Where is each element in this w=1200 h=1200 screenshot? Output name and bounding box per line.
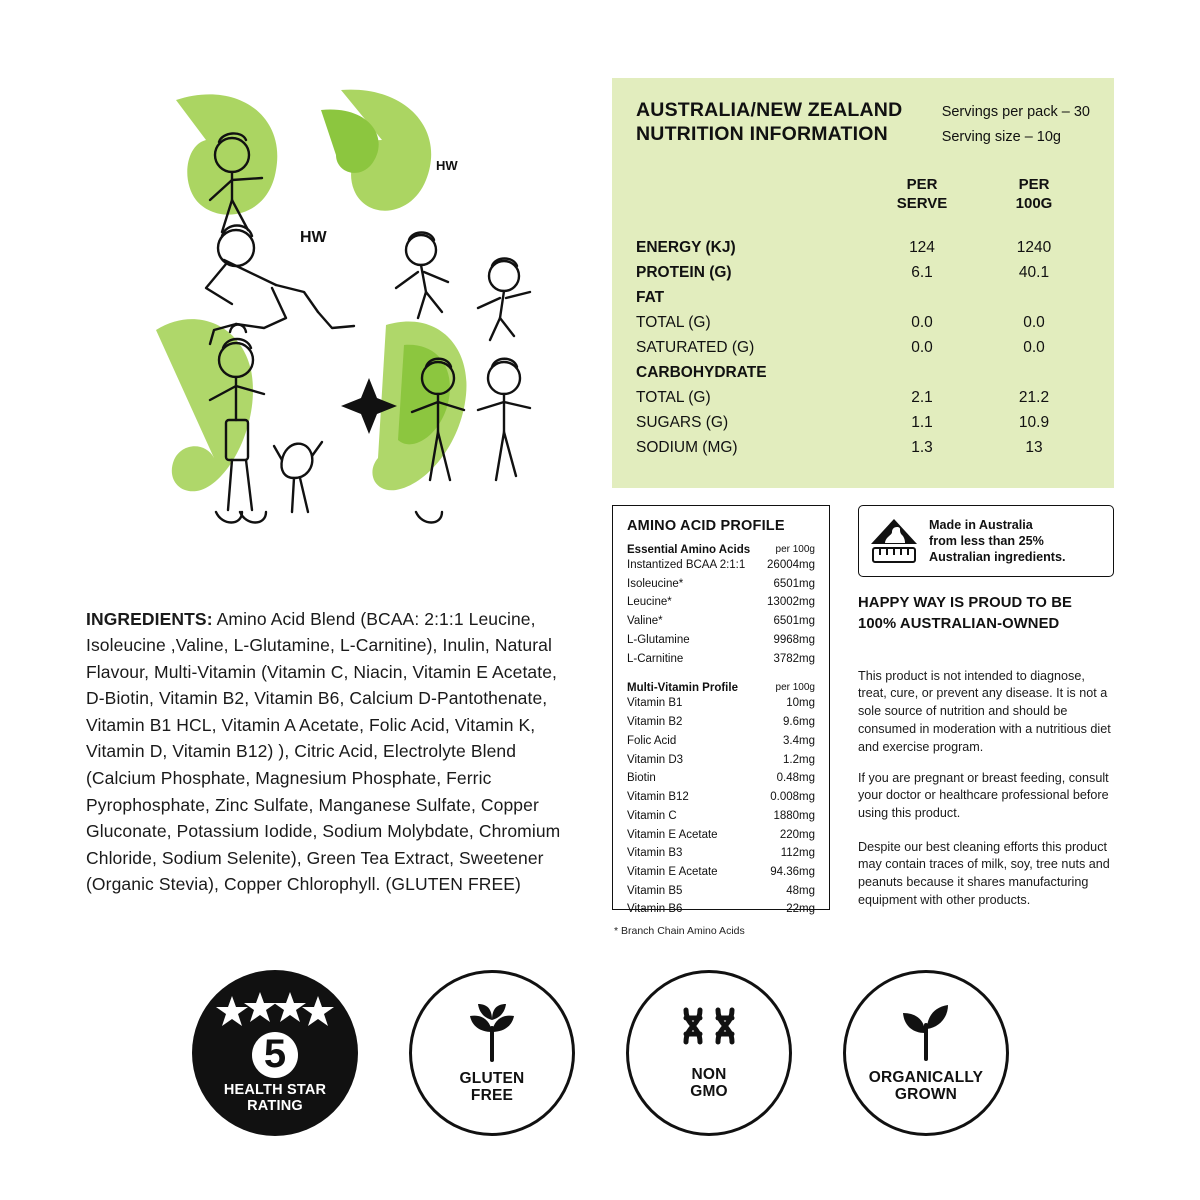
amino-row-name: Folic Acid bbox=[627, 734, 677, 747]
nutrition-row-per-100g: 21.2 bbox=[1018, 389, 1050, 407]
nutrition-title bbox=[636, 98, 902, 147]
amino-row-value: 9968mg bbox=[773, 633, 815, 646]
nutrition-row bbox=[636, 336, 1090, 361]
kangaroo-triangle-icon bbox=[867, 514, 921, 568]
multi-vitamin-profile-label: Multi-Vitamin Profile bbox=[627, 682, 738, 695]
multi-vitamin-profile-header bbox=[627, 682, 815, 694]
amino-row-name: L-Carnitine bbox=[627, 652, 684, 665]
health-star-caption-line2: RATING bbox=[247, 1098, 303, 1114]
amino-row-value: 9.6mg bbox=[783, 716, 815, 729]
nutrition-rows bbox=[636, 236, 1090, 461]
nutrition-row-per-100g: 0.0 bbox=[1023, 314, 1045, 332]
amino-row-value: 112mg bbox=[780, 847, 815, 860]
amino-row bbox=[627, 844, 815, 863]
serving-info bbox=[942, 98, 1090, 149]
disclaimer-paragraph-3: Despite our best cleaning efforts this product may contain traces of milk, soy, tree nuts and peanuts because it shares manufacturing equipment with other products. bbox=[858, 839, 1110, 908]
amino-row bbox=[627, 826, 815, 845]
nutrition-row-per-serve: 0.0 bbox=[911, 339, 933, 357]
non-gmo-caption bbox=[690, 1066, 728, 1101]
health-star-caption-line1: HEALTH STAR bbox=[223, 1081, 327, 1098]
servings-per-pack: Servings per pack – 30 bbox=[941, 104, 1090, 120]
essential-amino-acids-label: Essential Amino Acids bbox=[627, 544, 751, 556]
svg-text:HW: HW bbox=[300, 229, 327, 246]
dna-helix-icon bbox=[678, 1006, 740, 1056]
column-header-per-serve bbox=[866, 175, 978, 213]
made-in-line2: from less than 25% bbox=[929, 533, 1044, 548]
amino-row-value: 6501mg bbox=[773, 577, 815, 590]
amino-row bbox=[627, 556, 815, 575]
nutrition-row-name: TOTAL (G) bbox=[636, 389, 711, 407]
nutrition-row-name: CARBOHYDRATE bbox=[636, 364, 767, 382]
nutrition-row bbox=[636, 411, 1090, 436]
amino-row bbox=[627, 882, 815, 901]
nutrition-row-per-serve: 2.1 bbox=[911, 389, 933, 407]
proud-line2: 100% AUSTRALIAN-OWNED bbox=[858, 616, 1060, 632]
made-in-line3: Australian ingredients. bbox=[929, 550, 1066, 565]
sprout-leaves-icon bbox=[898, 1003, 954, 1061]
nutrition-title-line2: NUTRITION INFORMATION bbox=[636, 123, 888, 146]
amino-row bbox=[627, 807, 815, 826]
amino-row bbox=[627, 694, 815, 713]
amino-row bbox=[627, 612, 815, 631]
gluten-free-caption-line2: FREE bbox=[470, 1087, 514, 1104]
nutrition-row-name: PROTEIN (G) bbox=[636, 264, 732, 282]
made-in-australia-badge bbox=[858, 505, 1114, 577]
multi-vitamin-profile-unit: per 100g bbox=[775, 682, 815, 694]
disclaimer-paragraph-1: This product is not intended to diagnose, treat, cure, or prevent any disease. It is not a sole source of nutrition and should be consumed in moderation with a nutritious diet and exercise program. bbox=[858, 668, 1111, 755]
amino-row-value: 1.2mg bbox=[783, 753, 815, 766]
nutrition-header bbox=[636, 98, 1090, 149]
amino-row-value: 1880mg bbox=[773, 809, 815, 822]
nutrition-row-name: TOTAL (G) bbox=[636, 314, 711, 332]
health-star-number-circle bbox=[252, 1032, 298, 1078]
nutrition-row-name: ENERGY (KJ) bbox=[636, 239, 736, 257]
amino-row-value: 3782mg bbox=[773, 652, 815, 665]
nutrition-row-per-100g: 13 bbox=[1025, 439, 1043, 457]
per-100g-line1: PER bbox=[1018, 176, 1050, 194]
amino-row-value: 3.4mg bbox=[783, 734, 815, 747]
amino-panel-title: AMINO ACID PROFILE bbox=[627, 518, 785, 534]
amino-footnote: * Branch Chain Amino Acids bbox=[614, 925, 745, 937]
health-star-caption bbox=[224, 1082, 326, 1114]
nutrition-row-per-serve: 1.1 bbox=[911, 414, 933, 432]
amino-row-name: Valine* bbox=[627, 615, 663, 628]
essential-amino-acids-unit: per 100g bbox=[775, 544, 815, 555]
amino-row-name: Vitamin B6 bbox=[627, 903, 683, 916]
ingredients-label: INGREDIENTS: bbox=[86, 608, 213, 629]
nutrition-column-headers bbox=[636, 175, 1090, 213]
nutrition-row-name: SATURATED (G) bbox=[636, 339, 755, 357]
amino-row-value: 0.48mg bbox=[776, 772, 815, 785]
nutrition-row-per-serve: 6.1 bbox=[911, 264, 933, 282]
proud-line1: HAPPY WAY IS PROUD TO BE bbox=[858, 595, 1072, 611]
nutrition-row-per-serve: 1.3 bbox=[911, 439, 933, 457]
health-star-number: 5 bbox=[263, 1032, 287, 1077]
organically-grown-caption-line1: ORGANICALLY bbox=[868, 1068, 984, 1086]
certification-badges bbox=[0, 965, 1200, 1165]
amino-row-name: Vitamin E Acetate bbox=[627, 866, 718, 879]
amino-row-name: Vitamin B2 bbox=[627, 716, 683, 729]
amino-row-value: 6501mg bbox=[773, 615, 815, 628]
amino-row-value: 10mg bbox=[786, 697, 815, 710]
amino-row bbox=[627, 650, 815, 669]
amino-acid-profile-panel bbox=[612, 505, 830, 916]
amino-row-name: Vitamin E Acetate bbox=[627, 828, 718, 841]
nutrition-row-per-100g: 10.9 bbox=[1018, 414, 1050, 432]
gluten-free-caption-line1: GLUTEN bbox=[459, 1069, 525, 1087]
badge-gluten-free bbox=[409, 970, 575, 1136]
amino-row-name: L-Glutamine bbox=[627, 633, 690, 646]
per-100g-line2: 100G bbox=[1015, 195, 1053, 213]
nutrition-title-line1: AUSTRALIA/NEW ZEALAND bbox=[636, 99, 903, 121]
nutrition-row-per-serve: 124 bbox=[909, 239, 935, 257]
nutrition-row-name: SUGARS (G) bbox=[636, 414, 729, 432]
nutrition-row bbox=[636, 436, 1090, 461]
amino-row-name: Vitamin B3 bbox=[627, 847, 683, 860]
nutrition-row bbox=[636, 261, 1090, 286]
amino-row-name: Vitamin C bbox=[627, 809, 677, 822]
amino-row bbox=[627, 769, 815, 788]
illustration-graphic bbox=[86, 60, 566, 560]
nutrition-row-per-100g: 1240 bbox=[1016, 239, 1052, 257]
amino-row-name: Leucine* bbox=[627, 596, 672, 609]
amino-row-name: Instantized BCAA 2:1:1 bbox=[627, 559, 746, 571]
organically-grown-caption bbox=[869, 1069, 983, 1104]
made-in-australia-text bbox=[929, 517, 1065, 565]
nutrition-row-name: SODIUM (MG) bbox=[636, 439, 738, 457]
essential-amino-acids-rows bbox=[627, 556, 815, 668]
amino-row-name: Isoleucine* bbox=[627, 577, 684, 590]
nutrition-row bbox=[636, 311, 1090, 336]
amino-row-name: Biotin bbox=[627, 772, 656, 785]
amino-row-name: Vitamin B5 bbox=[627, 884, 683, 897]
amino-row-value: 48mg bbox=[786, 884, 815, 897]
nutrition-row bbox=[636, 386, 1090, 411]
amino-row bbox=[627, 713, 815, 732]
non-gmo-caption-line1: NON bbox=[691, 1065, 727, 1083]
amino-row bbox=[627, 788, 815, 807]
nutrition-row-name: FAT bbox=[636, 289, 665, 307]
badge-organically-grown bbox=[843, 970, 1009, 1136]
amino-row-name: Vitamin B1 bbox=[627, 697, 683, 710]
nutrition-row bbox=[636, 236, 1090, 261]
australian-owned-statement bbox=[858, 593, 1120, 635]
amino-row bbox=[627, 863, 815, 882]
nutrition-row-per-100g: 0.0 bbox=[1023, 339, 1045, 357]
ingredients-text: Amino Acid Blend (BCAA: 2:1:1 Leucine, Isoleucine ,Valine, L-Glutamine, L-Carnitine), Inulin, Natural Flavour, Multi-Vitamin (Vitamin C, Niacin, Vitamin E Acetate, D-Biotin, Vitamin B2, Vitamin B6, Calcium D-Pantothenate, Vitamin B1 HCL, Vitamin A Acetate, Folic Acid, Vitamin K, Vitamin D, Vitamin B12) ), Citric Acid, Electrolyte Blend (Calcium Phosphate, Magnesium Phosphate, Ferric Pyrophosphate, Zinc Sulfate, Manganese Sulfate, Copper Gluconate, Potassium Iodide, Sodium Molybdate, Chromium Chloride, Sodium Selenite), Green Tea Extract, Sweetener (Organic Stevia), Copper Chlorophyll. (GLUTEN FREE) bbox=[86, 608, 561, 895]
wheat-leaf-icon bbox=[464, 1002, 520, 1062]
nutrition-row bbox=[636, 361, 1090, 386]
multi-vitamin-rows bbox=[627, 694, 815, 919]
made-in-line1: Made in Australia bbox=[929, 517, 1033, 532]
five-stars-icon bbox=[216, 992, 334, 1038]
amino-row-value: 220mg bbox=[779, 828, 815, 841]
badge-health-star-rating bbox=[192, 970, 358, 1136]
amino-row bbox=[627, 593, 815, 612]
per-serve-line2: SERVE bbox=[896, 195, 948, 213]
badge-non-gmo bbox=[626, 970, 792, 1136]
amino-row-name: Vitamin B12 bbox=[627, 791, 689, 804]
disclaimer-paragraph-2: If you are pregnant or breast feeding, consult your doctor or healthcare professional before using this product. bbox=[858, 770, 1109, 821]
amino-row-value: 22mg bbox=[786, 903, 815, 916]
column-header-per-100g bbox=[978, 175, 1090, 213]
per-serve-line1: PER bbox=[906, 176, 938, 194]
serving-size: Serving size – 10g bbox=[941, 128, 1061, 145]
amino-row bbox=[627, 900, 815, 919]
amino-row bbox=[627, 751, 815, 770]
organically-grown-caption-line2: GROWN bbox=[894, 1086, 958, 1103]
nutrition-row-per-100g: 40.1 bbox=[1018, 264, 1050, 282]
nutrition-row-per-serve: 0.0 bbox=[911, 314, 933, 332]
amino-row-value: 13002mg bbox=[767, 596, 815, 609]
nutrition-information-panel bbox=[612, 78, 1114, 488]
amino-row bbox=[627, 575, 815, 594]
amino-row bbox=[627, 732, 815, 751]
amino-row bbox=[627, 631, 815, 650]
nutrition-row bbox=[636, 286, 1090, 311]
amino-row-value: 26004mg bbox=[767, 559, 815, 571]
amino-row-value: 94.36mg bbox=[770, 866, 815, 879]
non-gmo-caption-line2: GMO bbox=[690, 1083, 728, 1100]
essential-amino-acids-header bbox=[627, 544, 815, 556]
amino-row-value: 0.008mg bbox=[770, 791, 815, 804]
svg-text:HW: HW bbox=[436, 158, 458, 173]
gluten-free-caption bbox=[460, 1070, 525, 1105]
ingredients-paragraph bbox=[86, 606, 566, 899]
amino-row-name: Vitamin D3 bbox=[627, 753, 684, 766]
